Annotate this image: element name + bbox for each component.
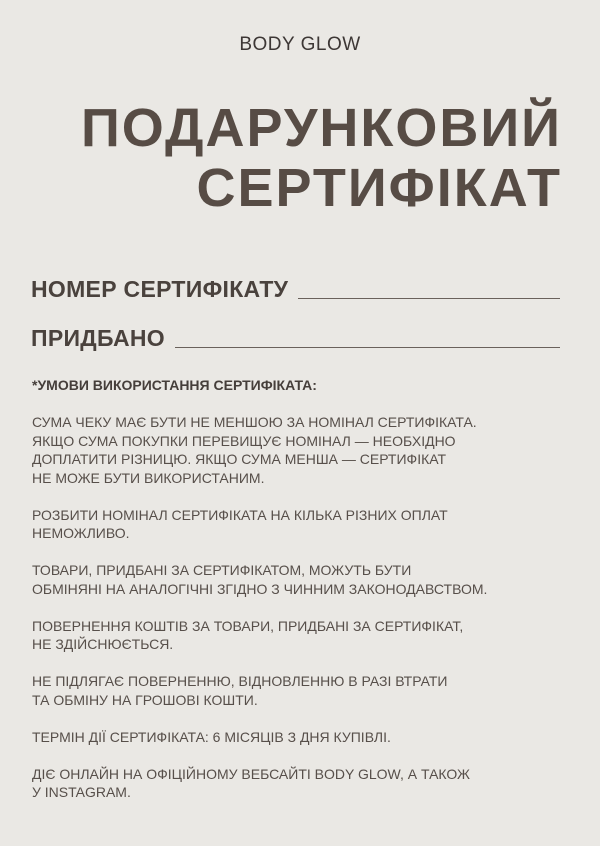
term-line: ПОВЕРНЕННЯ КОШТІВ ЗА ТОВАРИ, ПРИДБАНІ ЗА СЕРТИФІКАТ, xyxy=(32,617,464,634)
certificate-number-blank-line xyxy=(298,298,560,299)
terms-heading: *УМОВИ ВИКОРИСТАННЯ СЕРТИФІКАТА: xyxy=(32,377,317,393)
term-line: ЯКЩО СУМА ПОКУПКИ ПЕРЕВИЩУЄ НОМІНАЛ — НЕОБХІДНО xyxy=(32,432,456,449)
term-item xyxy=(32,561,572,598)
certificate-title xyxy=(81,98,562,218)
purchased-label: ПРИДБАНО xyxy=(31,325,165,351)
brand-name: BODY GLOW xyxy=(239,34,361,55)
purchased-blank-line xyxy=(175,347,560,348)
certificate-number-label: НОМЕР СЕРТИФІКАТУ xyxy=(31,276,289,302)
term-item xyxy=(32,728,572,747)
term-line: ОБМІНЯНІ НА АНАЛОГІЧНІ ЗГІДНО З ЧИННИМ ЗАКОНОДАВСТВОМ. xyxy=(32,580,488,597)
title-line-2: СЕРТИФІКАТ xyxy=(196,158,562,218)
term-item xyxy=(32,672,572,709)
term-line: У INSTAGRAM. xyxy=(32,784,131,800)
certificate-number-field xyxy=(31,275,560,303)
term-line: НЕ ПІДЛЯГАЄ ПОВЕРНЕННЮ, ВІДНОВЛЕННЮ В РАЗІ ВТРАТИ xyxy=(32,673,448,689)
term-item xyxy=(32,413,572,487)
term-line: ДОПЛАТИТИ РІЗНИЦЮ. ЯКЩО СУМА МЕНША — СЕРТИФІКАТ xyxy=(32,451,447,467)
term-line: ТЕРМІН ДІЇ СЕРТИФІКАТА: 6 МІСЯЦІВ З ДНЯ КУПІВЛІ. xyxy=(32,728,391,745)
term-line: РОЗБИТИ НОМІНАЛ СЕРТИФІКАТА НА КІЛЬКА РІЗНИХ ОПЛАТ xyxy=(32,506,448,523)
term-item xyxy=(32,506,572,543)
term-line: НЕ ЗДІЙСНЮЄТЬСЯ. xyxy=(32,636,174,652)
title-line-1: ПОДАРУНКОВИЙ xyxy=(80,98,562,158)
term-line: ТА ОБМІНУ НА ГРОШОВІ КОШТИ. xyxy=(32,691,258,708)
term-item xyxy=(32,765,572,802)
term-line: СУМА ЧЕКУ МАЄ БУТИ НЕ МЕНШОЮ ЗА НОМІНАЛ СЕРТИФІКАТА. xyxy=(32,414,477,430)
term-line: ТОВАРИ, ПРИДБАНІ ЗА СЕРТИФІКАТОМ, МОЖУТЬ БУТИ xyxy=(32,562,412,578)
term-line: НЕМОЖЛИВО. xyxy=(32,525,130,541)
purchased-field xyxy=(31,324,560,352)
term-line: НЕ МОЖЕ БУТИ ВИКОРИСТАНИМ. xyxy=(32,469,265,486)
terms-section xyxy=(32,376,572,820)
term-item xyxy=(32,617,572,654)
term-line: ДІЄ ОНЛАЙН НА ОФІЦІЙНОМУ ВЕБСАЙТІ BODY GLOW, А ТАКОЖ xyxy=(32,765,470,782)
